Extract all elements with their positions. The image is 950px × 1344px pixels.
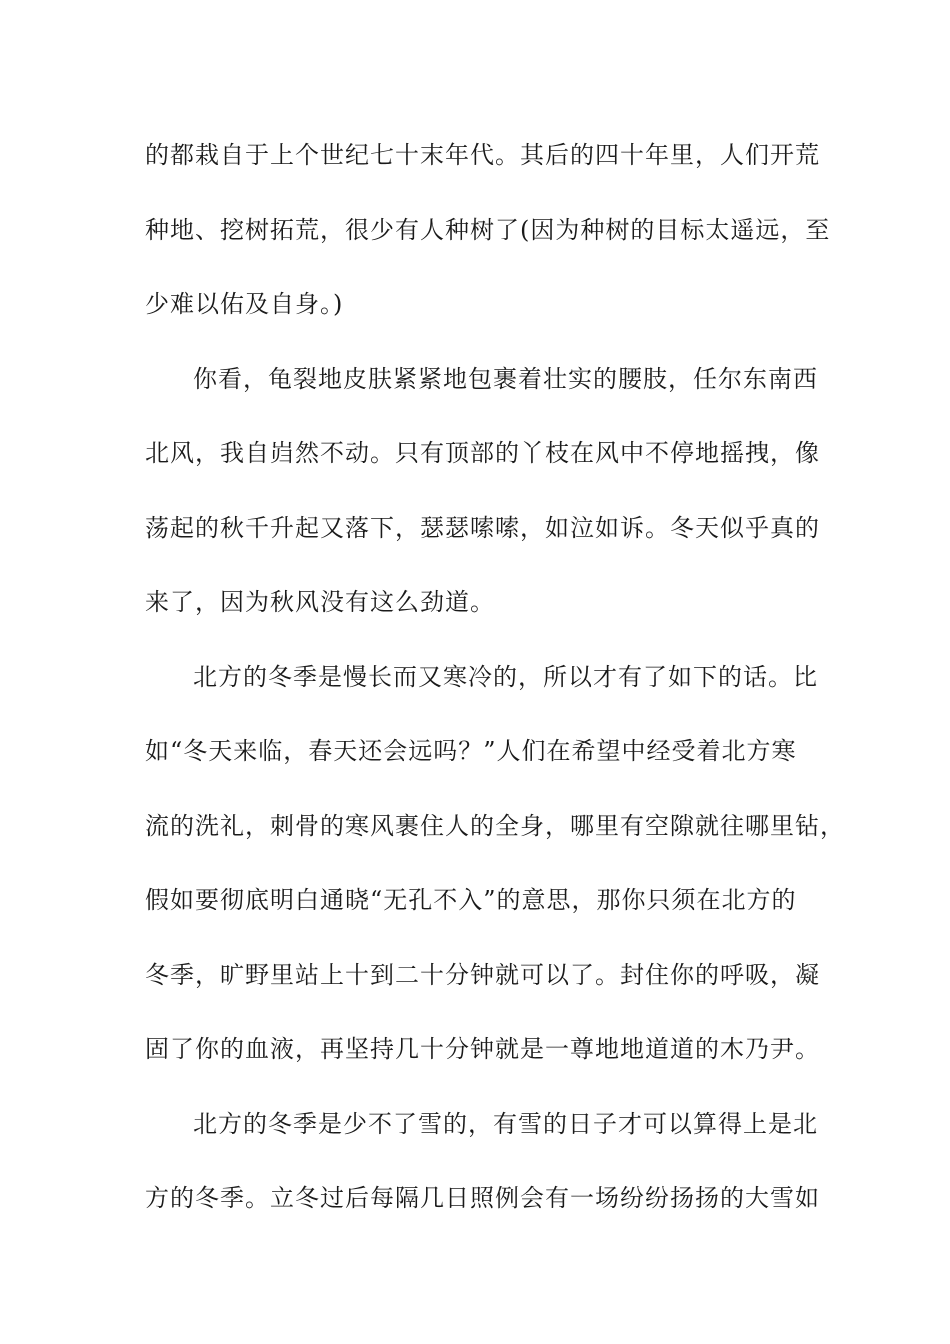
text-line: 的都栽自于上个世纪七十末年代。其后的四十年里，人们开荒 <box>145 141 820 169</box>
text-line: 冬季，旷野里站上十到二十分钟就可以了。封住你的呼吸，凝 <box>145 960 820 989</box>
text-line: 种地、挖树拓荒，很少有人种树了(因为种树的目标太遥远，至 <box>145 215 831 244</box>
text-line: 北风，我自岿然不动。只有顶部的丫枝在风中不停地摇拽，像 <box>145 439 820 467</box>
paragraph-first-line: 北方的冬季是少不了雪的，有雪的日子才可以算得上是北 <box>193 1109 818 1138</box>
text-line: 假如要彻底明白通晓“无孔不入”的意思，那你只须在北方的 <box>145 886 797 914</box>
paragraph-first-line: 你看，龟裂地皮肤紧紧地包裹着壮实的腰肢，任尔东南西 <box>193 364 818 393</box>
text-line: 方的冬季。立冬过后每隔几日照例会有一场纷纷扬扬的大雪如 <box>145 1184 820 1212</box>
text-line: 少难以佑及自身。) <box>145 290 344 318</box>
text-line: 固了你的血液，再坚持几十分钟就是一尊地地道道的木乃尹。 <box>145 1035 820 1063</box>
text-line: 流的洗礼，刺骨的寒风裹住人的全身，哪里有空隙就往哪里钻， <box>145 811 845 840</box>
text-line: 荡起的秋千升起又落下，瑟瑟嗦嗦，如泣如诉。冬天似乎真的 <box>145 513 820 542</box>
body-text <box>145 118 845 1236</box>
text-line: 如“冬天来临，春天还会远吗？”人们在希望中经受着北方寒 <box>145 737 797 765</box>
paragraph-first-line: 北方的冬季是慢长而又寒冷的，所以才有了如下的话。比 <box>193 662 818 691</box>
text-line: 来了，因为秋风没有这么劲道。 <box>145 588 495 616</box>
